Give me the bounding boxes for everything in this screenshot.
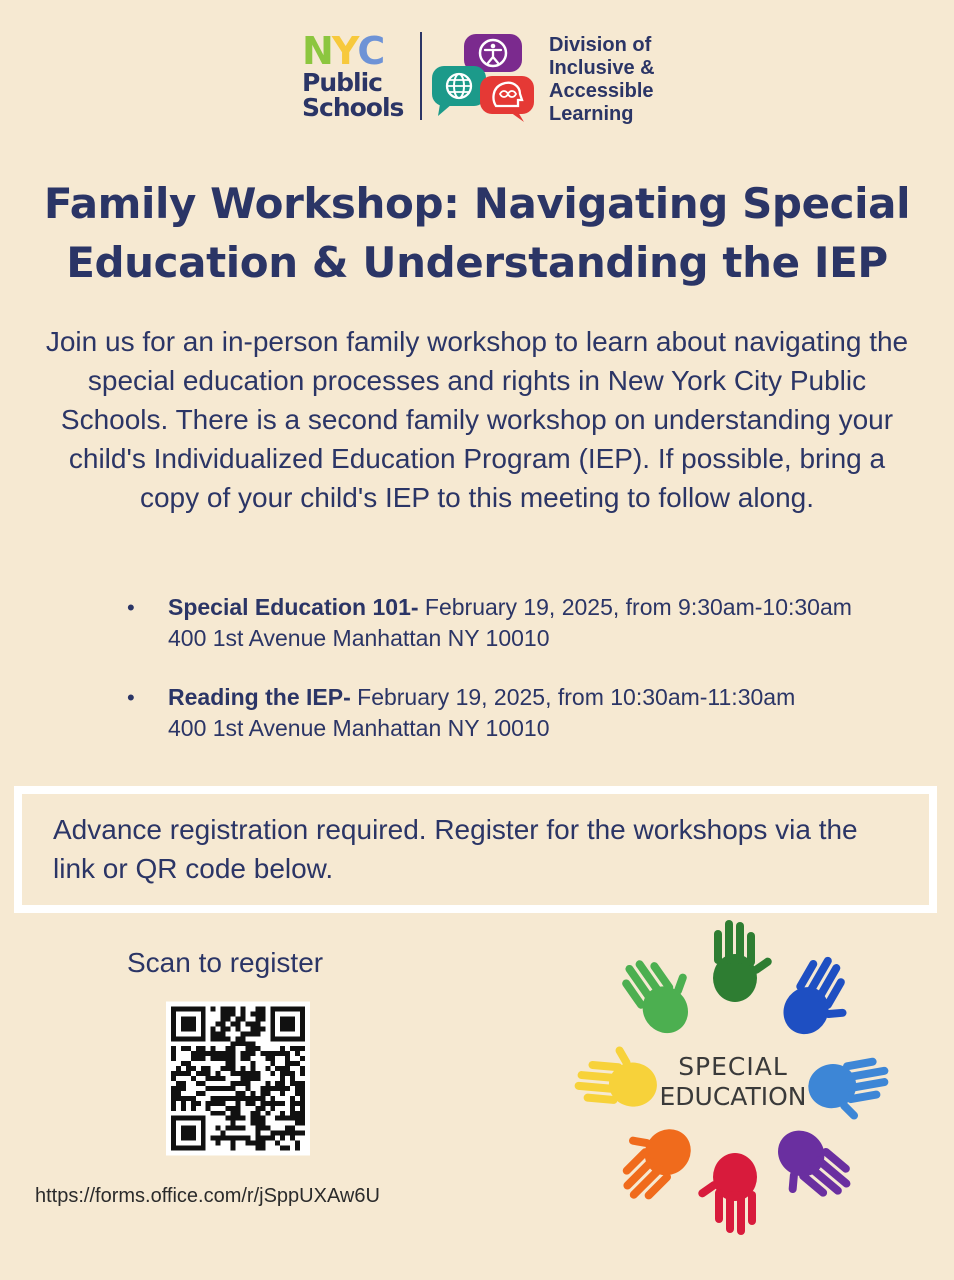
registration-link[interactable]: https://forms.office.com/r/jSppUXAw6U [35,1185,380,1207]
yellow-hand [573,1041,660,1108]
blue-hand [775,949,868,1050]
session-time: February 19, 2025, from 10:30am-11:30am [350,684,796,710]
division-line: Learning [549,103,634,125]
orange-hand [600,1108,701,1209]
session-item [127,592,907,654]
nyc-logo-public: Public [302,68,382,97]
globe-icon [432,66,486,116]
division-line: Inclusive & [549,57,655,79]
division-line: Accessible [549,80,654,102]
session-name: Reading the IEP- [168,684,351,710]
session-address: 400 1st Avenue Manhattan NY 10010 [168,625,550,651]
registration-note: Advance registration required. Register for the workshops via the link or QR code below. [53,814,858,884]
logo-divider [420,32,422,120]
hands-text-education: EDUCATION [659,1082,807,1111]
session-line [168,592,907,623]
session-address: 400 1st Avenue Manhattan NY 10010 [168,715,550,741]
green-hand [614,940,710,1042]
nyc-letter-c: C [357,29,384,73]
nyc-letter-n: N [302,29,332,73]
session-list [127,592,907,772]
darkgreen-hand [713,920,773,1002]
page-title [0,174,954,292]
special-education-hands-graphic [555,915,915,1260]
intro-paragraph: Join us for an in-person family workshop to learn about navigating the special education processes and rights in New York City Public Schools. There is a second family workshop on understanding your child's Individualized Education Program (IEP). If possible, bring a copy of your child's IEP to this meeting to follow along. [45,326,909,513]
session-item [127,682,907,744]
bullet: • [127,595,135,620]
session-time: February 19, 2025, from 9:30am-10:30am [418,594,852,620]
dial-logo-icons [430,30,540,122]
nyc-public-schools-logo [302,29,414,124]
bullet: • [127,685,135,710]
scan-label: Scan to register [127,947,324,978]
title-line-2: Education & Understanding the IEP [66,238,888,287]
qr-code-icon[interactable] [166,1000,310,1157]
infinity-head-icon [480,76,534,122]
nyc-letter-y: Y [331,29,358,73]
nyc-logo-schools: Schools [302,93,404,122]
nyc-letters [302,29,414,73]
red-hand [697,1153,757,1235]
lightblue-hand [805,1054,896,1128]
session-name: Special Education 101- [168,594,419,620]
hands-text-special: SPECIAL [678,1052,788,1081]
session-line [168,682,907,713]
purple-hand [758,1121,860,1220]
division-title [549,34,689,126]
division-line: Division of [549,34,652,56]
title-line-1: Family Workshop: Navigating Special [43,179,911,228]
